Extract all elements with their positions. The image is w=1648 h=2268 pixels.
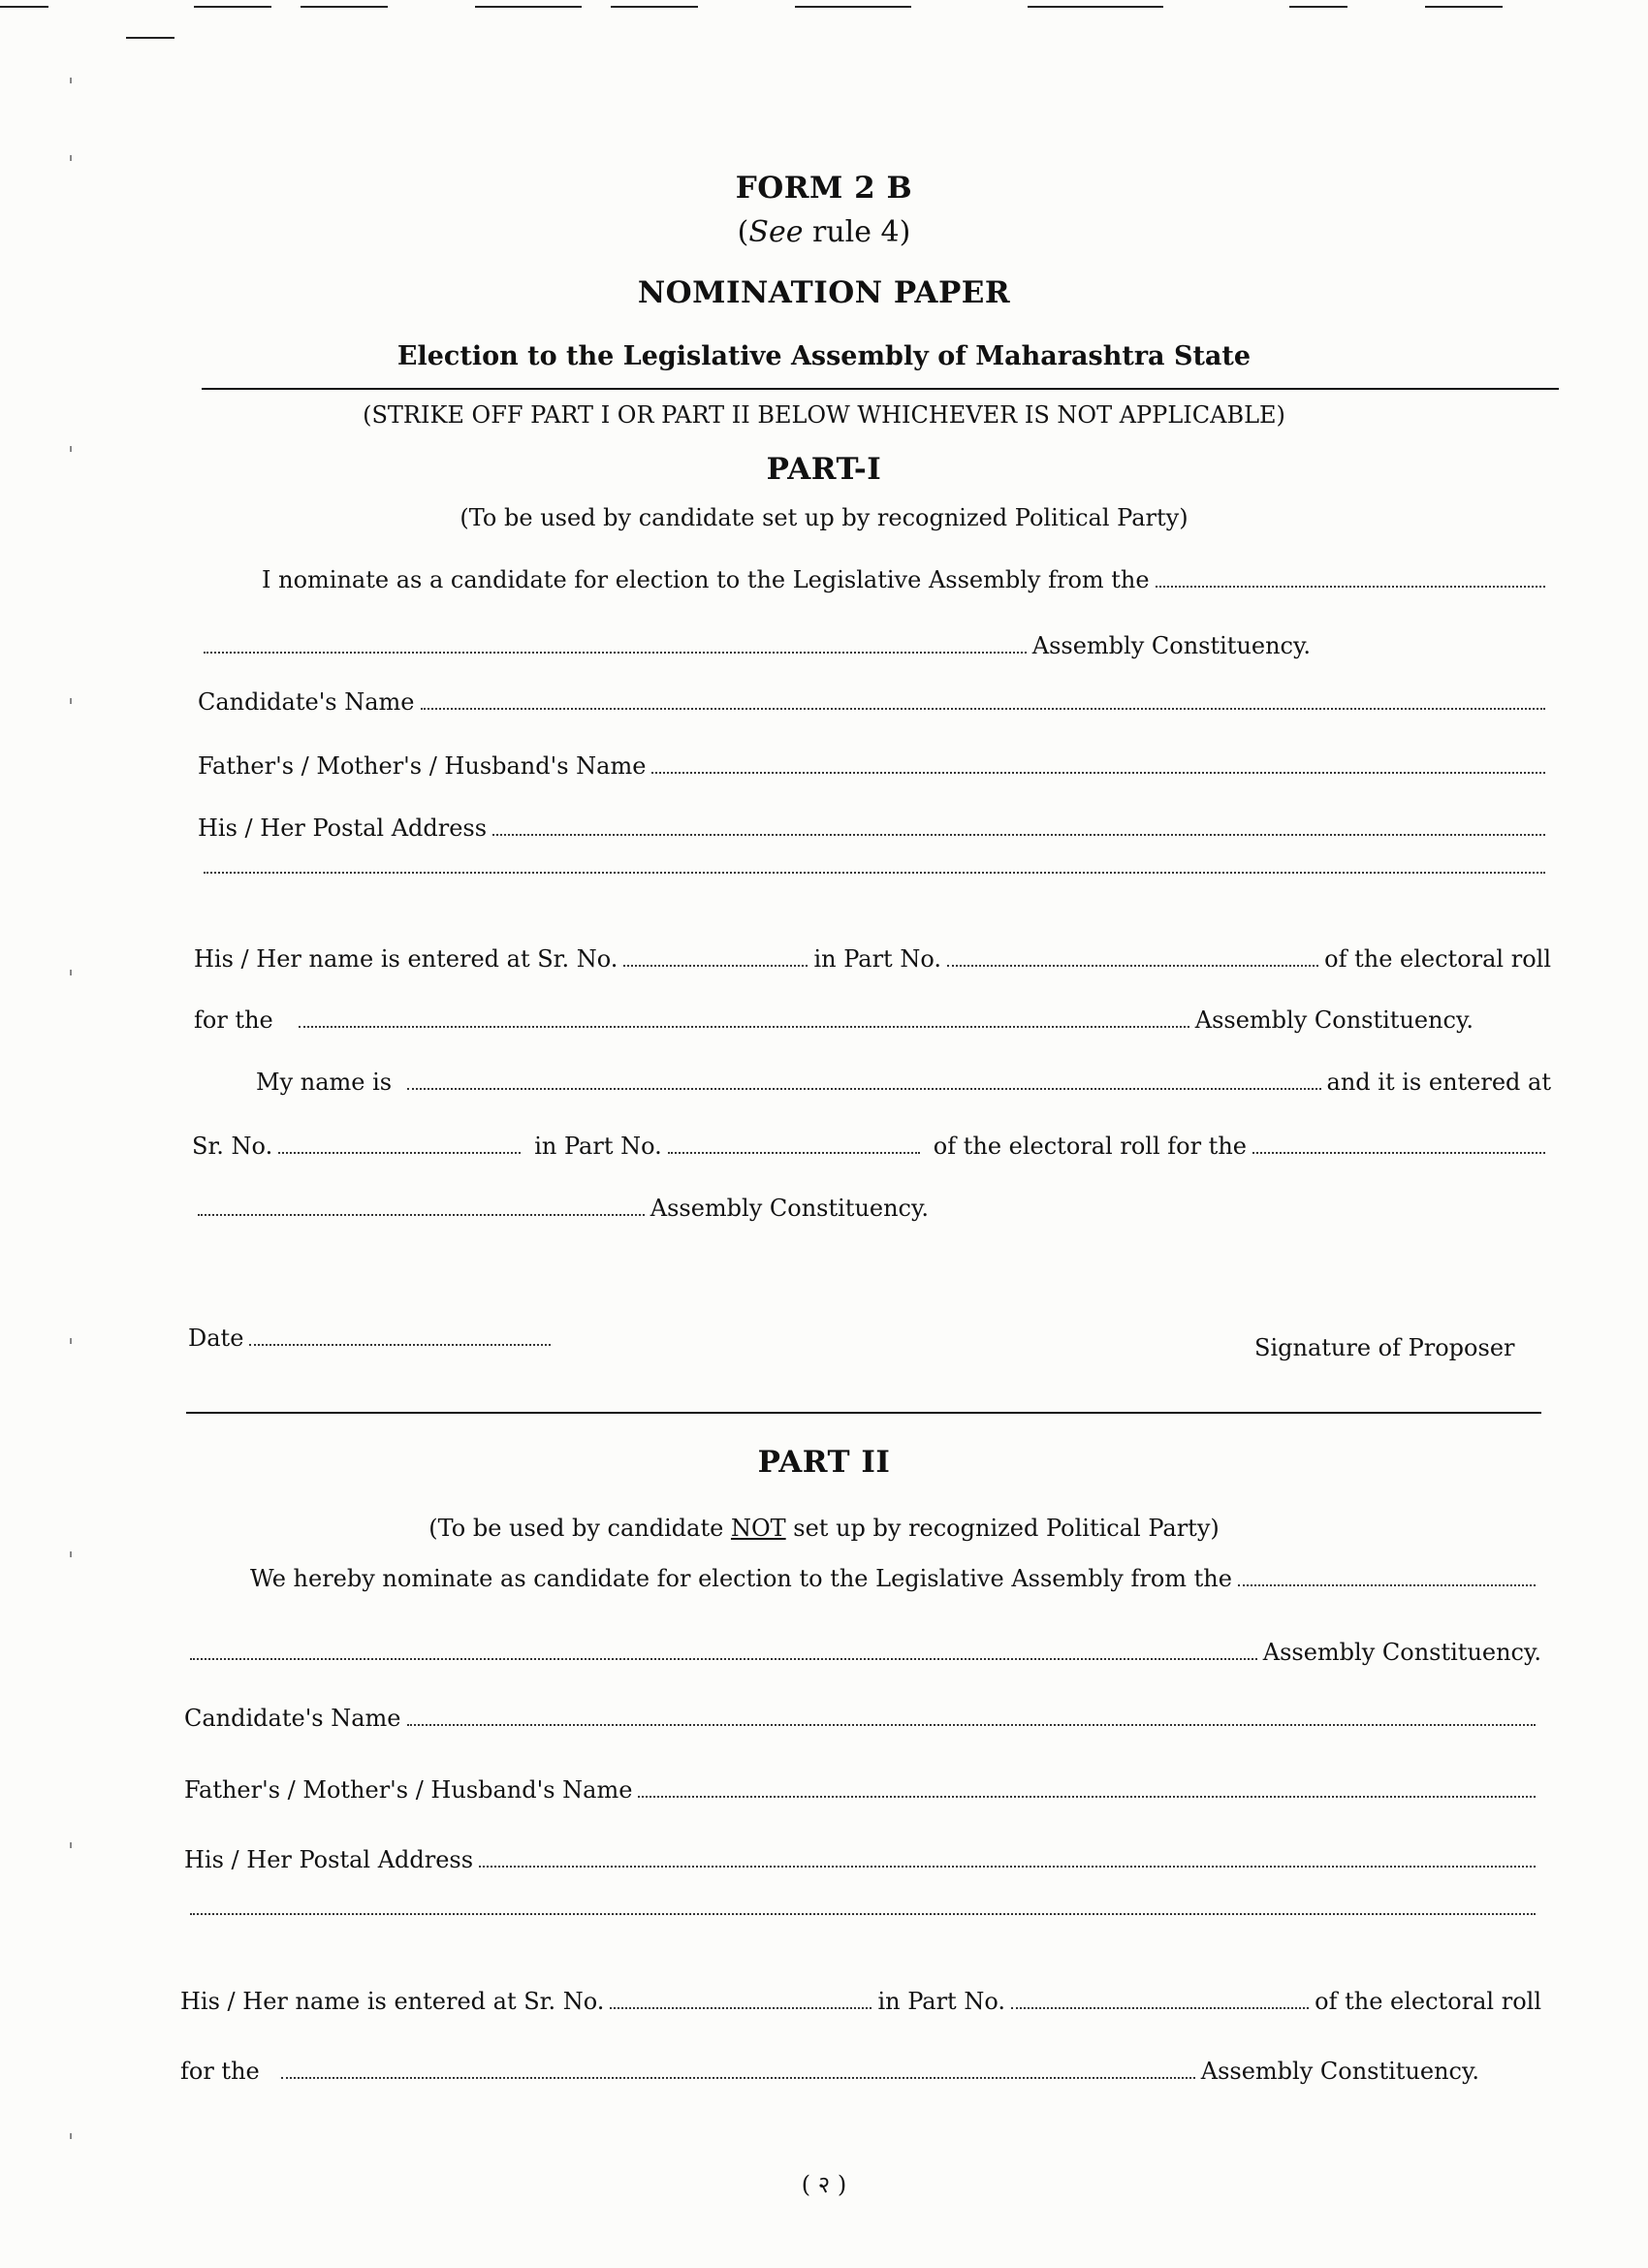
margin-speck: [70, 698, 72, 704]
top-dash: [1425, 6, 1503, 8]
postal-address-blank[interactable]: [479, 1865, 1536, 1868]
sr-no-blank[interactable]: [610, 2006, 872, 2009]
part2-for-row: for the Assembly Constituency.: [180, 2058, 1479, 2085]
postal-address-blank[interactable]: [492, 833, 1545, 836]
part2-subtitle: (To be used by candidate NOT set up by recognized Political Party): [428, 1515, 1220, 1542]
part2-candidate-row: Candidate's Name: [184, 1705, 1541, 1732]
part1-roll-row: His / Her name is entered at Sr. No. in Part No. of the electoral roll: [194, 945, 1551, 973]
sr-no-blank[interactable]: [278, 1151, 521, 1154]
constituency-blank[interactable]: [1156, 585, 1545, 588]
part2-constituency-row: Assembly Constituency.: [184, 1639, 1541, 1666]
postal-address-blank[interactable]: [204, 871, 1545, 874]
part2-address-row: His / Her Postal Address: [184, 1846, 1541, 1873]
constituency-blank[interactable]: [204, 651, 1027, 654]
part2-address-row-2: [184, 1918, 1541, 1921]
constituency-blank[interactable]: [190, 1657, 1257, 1660]
part2-relation-row: Father's / Mother's / Husband's Name: [184, 1776, 1541, 1804]
candidate-name-blank[interactable]: [421, 707, 1546, 710]
margin-speck: [70, 1551, 72, 1557]
document-heading: NOMINATION PAPER: [637, 275, 1011, 310]
margin-speck: [70, 1338, 72, 1344]
part-separator-rule: [186, 1412, 1541, 1414]
proposer-name-blank[interactable]: [407, 1087, 1320, 1090]
top-dash: [1028, 6, 1163, 8]
part2-nominate-row: We hereby nominate as candidate for election to the Legislative Assembly from the: [250, 1565, 1541, 1592]
top-dash: [194, 6, 271, 8]
top-dash: [301, 6, 388, 8]
election-title: Election to the Legislative Assembly of Maharashtra State: [396, 341, 1252, 371]
margin-speck: [70, 78, 72, 83]
page-number: ( २ ): [801, 2171, 847, 2198]
part1-my-name-row: My name is and it is entered at: [256, 1069, 1551, 1096]
part1-nominate-row: I nominate as a candidate for election to the Legislative Assembly from the: [262, 566, 1551, 593]
part-no-blank[interactable]: [1011, 2006, 1309, 2009]
part1-title: PART-I: [766, 452, 882, 487]
top-dash: [0, 6, 48, 8]
part1-constituency-row: Assembly Constituency.: [198, 632, 1311, 659]
margin-speck: [70, 1842, 72, 1848]
strike-note: (STRIKE OFF PART I OR PART II BELOW WHICHEVER IS NOT APPLICABLE): [363, 401, 1285, 429]
candidate-name-blank[interactable]: [407, 1723, 1537, 1726]
margin-speck: [70, 970, 72, 975]
part2-roll-row: His / Her name is entered at Sr. No. in Part No. of the electoral roll: [180, 1988, 1541, 2015]
part1-proposer-roll-row: Sr. No. in Part No. of the electoral roll for the: [192, 1133, 1551, 1160]
top-dash: [795, 6, 911, 8]
rule-reference: (See rule 4): [737, 215, 911, 249]
constituency-blank[interactable]: [1252, 1151, 1545, 1154]
part1-address-row: His / Her Postal Address: [198, 815, 1551, 842]
date-blank[interactable]: [249, 1343, 551, 1346]
form-title: FORM 2 B: [735, 171, 913, 206]
top-dash: [611, 6, 698, 8]
part1-subtitle: (To be used by candidate set up by recognized Political Party): [460, 504, 1188, 531]
part-no-blank[interactable]: [668, 1151, 920, 1154]
top-dash: [126, 37, 174, 39]
margin-speck: [70, 155, 72, 161]
constituency-blank[interactable]: [198, 1213, 645, 1216]
header-rule: [202, 388, 1559, 390]
margin-speck: [70, 2133, 72, 2139]
sr-no-blank[interactable]: [623, 964, 808, 967]
top-dash: [1289, 6, 1347, 8]
relation-name-blank[interactable]: [651, 771, 1545, 774]
part1-proposer-constituency-row: Assembly Constituency.: [192, 1195, 929, 1222]
postal-address-blank[interactable]: [190, 1912, 1536, 1915]
top-dash: [475, 6, 582, 8]
relation-name-blank[interactable]: [638, 1795, 1536, 1798]
constituency-blank[interactable]: [1238, 1583, 1536, 1586]
part1-candidate-row: Candidate's Name: [198, 688, 1551, 716]
constituency-blank[interactable]: [281, 2076, 1195, 2079]
part1-for-row: for the Assembly Constituency.: [194, 1006, 1474, 1034]
margin-speck: [70, 446, 72, 452]
constituency-blank[interactable]: [299, 1025, 1189, 1028]
part2-title: PART II: [757, 1445, 891, 1480]
part1-address-row-2: [198, 877, 1551, 879]
part1-relation-row: Father's / Mother's / Husband's Name: [198, 752, 1551, 780]
part-no-blank[interactable]: [947, 964, 1318, 967]
part1-date-row: Date: [188, 1325, 556, 1352]
signature-label: Signature of Proposer: [1254, 1334, 1515, 1361]
